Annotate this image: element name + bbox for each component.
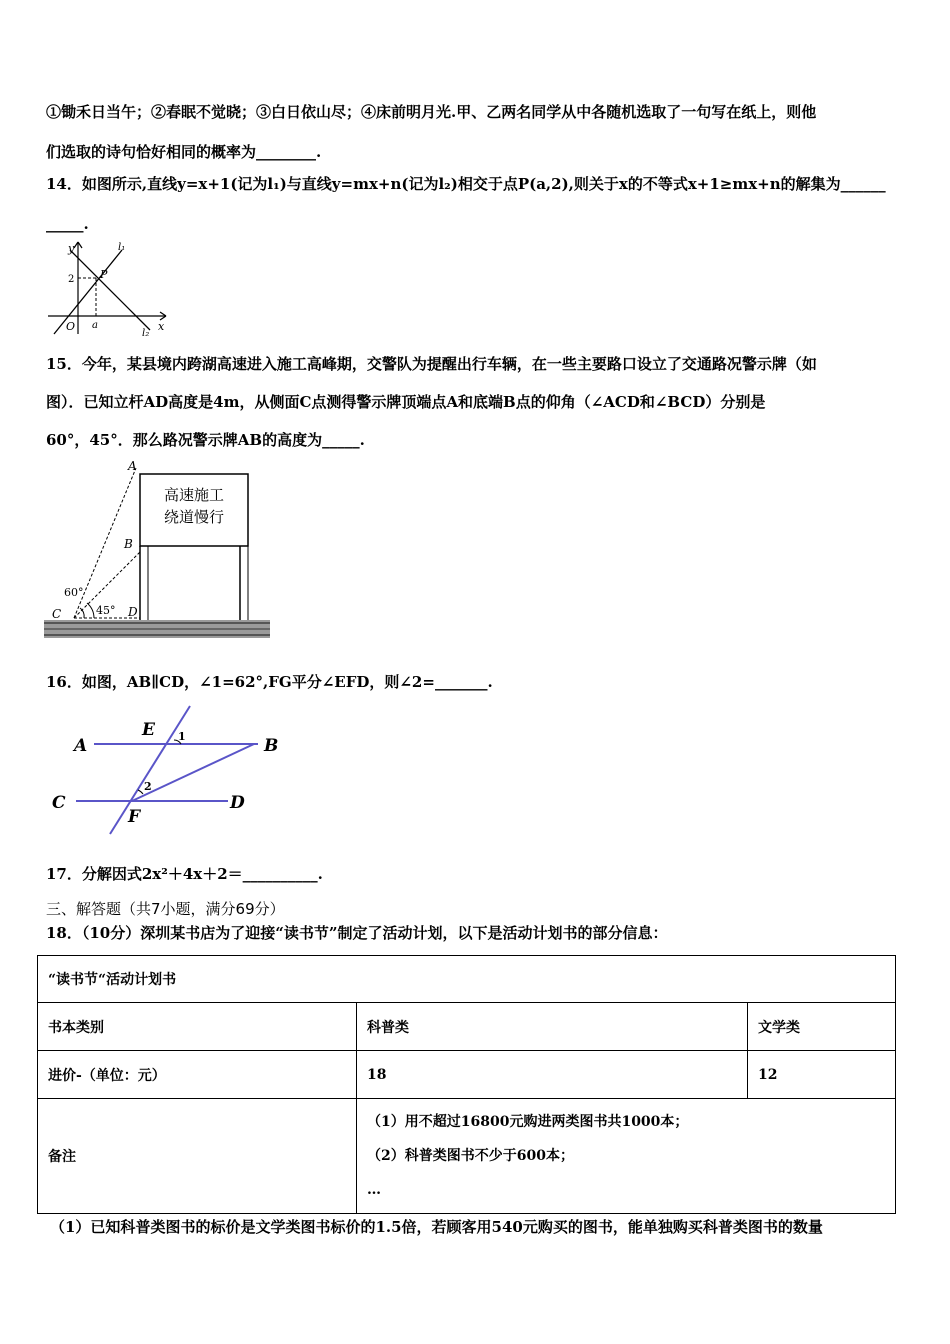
- q14-text-line2: _____.: [46, 215, 89, 233]
- label-c: C: [52, 793, 66, 813]
- label-e: E: [142, 720, 155, 740]
- row-price-label: 进价-（单位：元）: [38, 1051, 357, 1099]
- q18-part1-text: （1）已知科普类图书的标价是文学类图书标价的1.5倍，若顾客用540元购买的图书，能单独购买科普类图书的数量: [50, 1218, 823, 1236]
- q13-text-line1: ①锄禾日当午；②春眠不觉晓；③白日依山尽；④床前明月光.甲、乙两名同学从中各随机选取了一句写在纸上，则他: [46, 103, 817, 121]
- q14-text-line1: 14．如图所示,直线y=x+1(记为l₁)与直线y=mx+n(记为l₂)相交于点P(a,2),则关于x的不等式x+1≥mx+n的解集为______: [46, 175, 886, 193]
- angle-2-arc: [138, 790, 143, 794]
- label-c: C: [52, 607, 62, 621]
- label-y: y: [68, 242, 75, 255]
- q13-text-line2: 们选取的诗句恰好相同的概率为________.: [46, 143, 322, 161]
- label-angle-1: 1: [178, 730, 186, 743]
- label-origin: O: [66, 320, 76, 333]
- sign-text-line1: 高速施工: [163, 486, 225, 504]
- header-literature: 文学类: [748, 1003, 896, 1051]
- q15-text-line1: 15．今年，某县境内跨湖高速进入施工高峰期，交警队为提醒出行车辆，在一些主要路口设立了交通路况警示牌（如: [46, 355, 817, 373]
- label-d: D: [128, 605, 138, 619]
- label-x: x: [158, 320, 165, 333]
- angle-45-arc: [87, 603, 94, 618]
- label-2: 2: [68, 274, 75, 285]
- activity-plan-table: [37, 955, 896, 1214]
- label-f: F: [128, 807, 141, 827]
- label-l1: l₁: [118, 242, 126, 253]
- angle-60-arc: [80, 608, 84, 618]
- q15-sign-figure: [44, 456, 272, 642]
- label-d: D: [230, 793, 245, 813]
- header-science: 科普类: [357, 1003, 748, 1051]
- q15-text-line2: 图）．已知立杆AD高度是4m，从侧面C点测得警示牌顶端点A和底端B点的仰角（∠ACD和∠BCD）分别是: [46, 393, 766, 411]
- label-angle-2: 2: [144, 780, 152, 793]
- label-a: A: [128, 459, 137, 473]
- price-science: 18: [357, 1051, 748, 1099]
- label-b: B: [124, 537, 133, 551]
- header-category: 书本类别: [38, 1003, 357, 1051]
- line-l2: [70, 250, 150, 330]
- q17-text: 17．分解因式2x²＋4x＋2＝__________.: [46, 865, 323, 883]
- note-cell: [357, 1099, 896, 1214]
- label-60-degrees: 60°: [64, 586, 84, 599]
- table-row: [38, 1051, 896, 1099]
- note-line-2: （2）科普类图书不少于600本；: [367, 1148, 574, 1164]
- q18-text: 18．（10分）深圳某书店为了迎接“读书节”制定了活动计划，以下是活动计划书的部分信息：: [46, 924, 668, 942]
- table-row: [38, 1003, 896, 1051]
- label-45-degrees: 45°: [96, 604, 116, 617]
- section-3-heading: 三、解答题（共7小题，满分69分）: [46, 900, 285, 918]
- sign-text-line2: 绕道慢行: [163, 508, 225, 526]
- q15-text-line3: 60°，45°．那么路况警示牌AB的高度为_____.: [46, 431, 365, 449]
- row-note-label: 备注: [38, 1099, 357, 1214]
- label-b: B: [264, 736, 279, 756]
- table-row: [38, 1099, 896, 1214]
- label-p: P: [100, 268, 108, 281]
- note-line-3: …: [367, 1182, 381, 1198]
- label-l2: l₂: [142, 328, 150, 338]
- price-literature: 12: [748, 1051, 896, 1099]
- label-a: a: [92, 320, 98, 331]
- q14-graph-figure: [42, 238, 172, 338]
- note-line-1: （1）用不超过16800元购进两类图书共1000本；: [367, 1114, 689, 1130]
- table-row: [38, 956, 896, 1003]
- label-a: A: [74, 736, 88, 756]
- q16-text: 16．如图，AB∥CD，∠1=62°,FG平分∠EFD，则∠2=_______.: [46, 673, 493, 691]
- q16-parallel-lines-figure: [48, 700, 288, 840]
- table-title: “读书节“活动计划书: [38, 956, 896, 1003]
